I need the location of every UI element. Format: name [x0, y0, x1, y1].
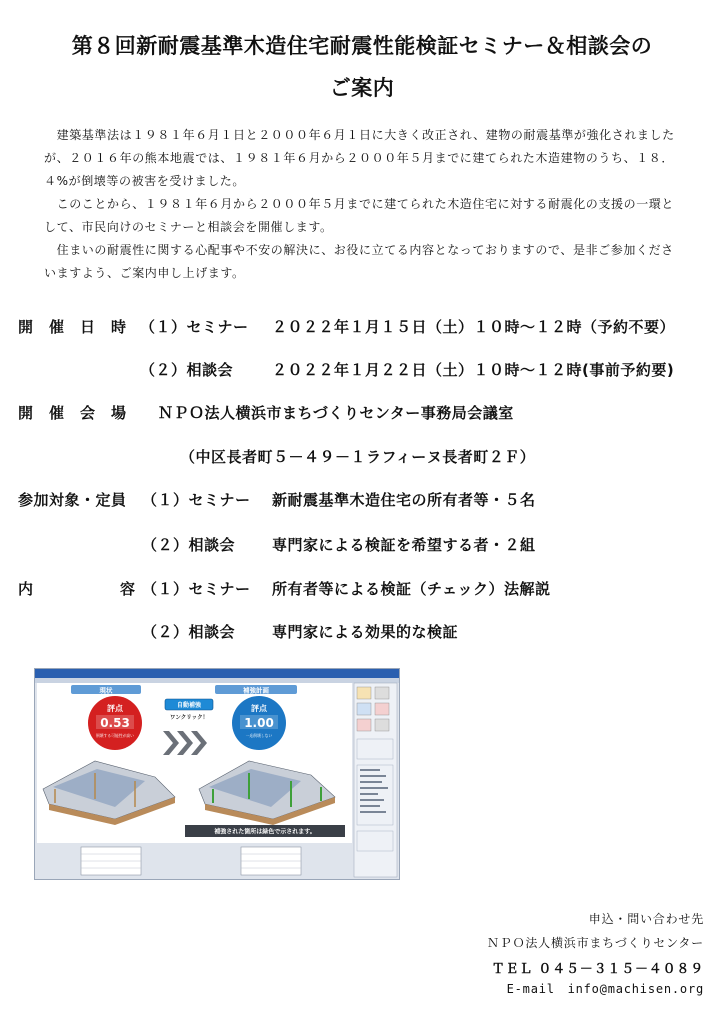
audience-seminar-label: （１）セミナー	[142, 491, 251, 509]
audience-seminar-text: 新耐震基準木造住宅の所有者等・５名	[272, 491, 536, 509]
intro-paragraph-1: 建築基準法は１９８１年６月１日と２０００年６月１日に大きく改正され、建物の耐震基準が強化されましたが、２０１６年の熊本地震では、１９８１年６月から２０００年５月までに建てられた木造建物のうち、１８．４%が倒壊等の被害を受けました。	[44, 128, 675, 188]
contact-email: E-mail info@machisen.org	[506, 982, 704, 996]
venue-address: （中区長者町５－４９－１ラフィーヌ長者町２Ｆ）	[180, 448, 536, 466]
software-screenshot-drawing	[35, 669, 399, 879]
auto-reinforce-label: 自動補強	[176, 702, 202, 709]
venue-label: 開 催 会 場	[18, 404, 127, 422]
audience-label: 参加対象・定員	[18, 491, 127, 509]
caption-text: 補強された箇所は緑色で示されます。	[214, 828, 316, 836]
contact-org: ＮＰＯ法人横浜市まちづくりセンター	[486, 936, 704, 950]
score-after-note: 一応倒壊しない	[245, 733, 273, 738]
schedule-label: 開 催 日 時	[18, 318, 127, 336]
contact-tel: ＴＥＬ ０４５－３１５－４０８９	[491, 962, 704, 977]
schedule-consult-date: ２０２２年１月２２日（土）１０時～１２時(事前予約要)	[272, 361, 675, 379]
tab-plan-label: 補強計画	[243, 686, 269, 695]
schedule-consult-label: （２）相談会	[140, 361, 234, 379]
page-subtitle: ご案内	[329, 76, 395, 100]
score-before-note: 倒壊する可能性が高い	[96, 733, 134, 738]
content-seminar-text: 所有者等による検証（チェック）法解説	[272, 580, 551, 598]
software-screenshot	[34, 668, 400, 880]
score-after-label: 評点	[251, 704, 267, 713]
schedule-seminar-date: ２０２２年１月１５日（土）１０時～１２時（予約不要）	[272, 318, 676, 336]
page-title: 第８回新耐震基準木造住宅耐震性能検証セミナー＆相談会の	[71, 34, 653, 58]
audience-consult-label: （２）相談会	[142, 536, 236, 554]
content-consult-text: 専門家による効果的な検証	[272, 623, 459, 641]
auto-reinforce-note: ワンクリック！	[169, 715, 209, 721]
contact-heading: 申込・問い合わせ先	[588, 912, 704, 926]
content-seminar-label: （１）セミナー	[142, 580, 251, 598]
intro-paragraph-2: このことから、１９８１年６月から２０００年５月までに建てられた木造住宅に対する耐震化の支援の一環として、市民向けのセミナーと相談会を開催します。	[44, 197, 675, 234]
content-label-left: 内	[18, 580, 34, 598]
audience-consult-text: 専門家による検証を希望する者・２組	[272, 536, 536, 554]
venue-name: ＮＰＯ法人横浜市まちづくりセンター事務局会議室	[158, 404, 514, 422]
schedule-seminar-label: （１）セミナー	[140, 318, 249, 336]
score-before-value: 0.53	[100, 716, 130, 730]
score-after-value: 1.00	[244, 716, 274, 730]
intro-paragraph-3: 住まいの耐震性に関する心配事や不安の解決に、お役に立てる内容となっておりますので、是非ご参加くださいますよう、ご案内申し上げます。	[44, 243, 674, 280]
tab-current-label: 現状	[99, 686, 113, 695]
score-before-label: 評点	[107, 704, 123, 713]
content-consult-label: （２）相談会	[142, 623, 236, 641]
content-label-right: 容	[120, 580, 136, 598]
intro-text	[44, 124, 684, 285]
